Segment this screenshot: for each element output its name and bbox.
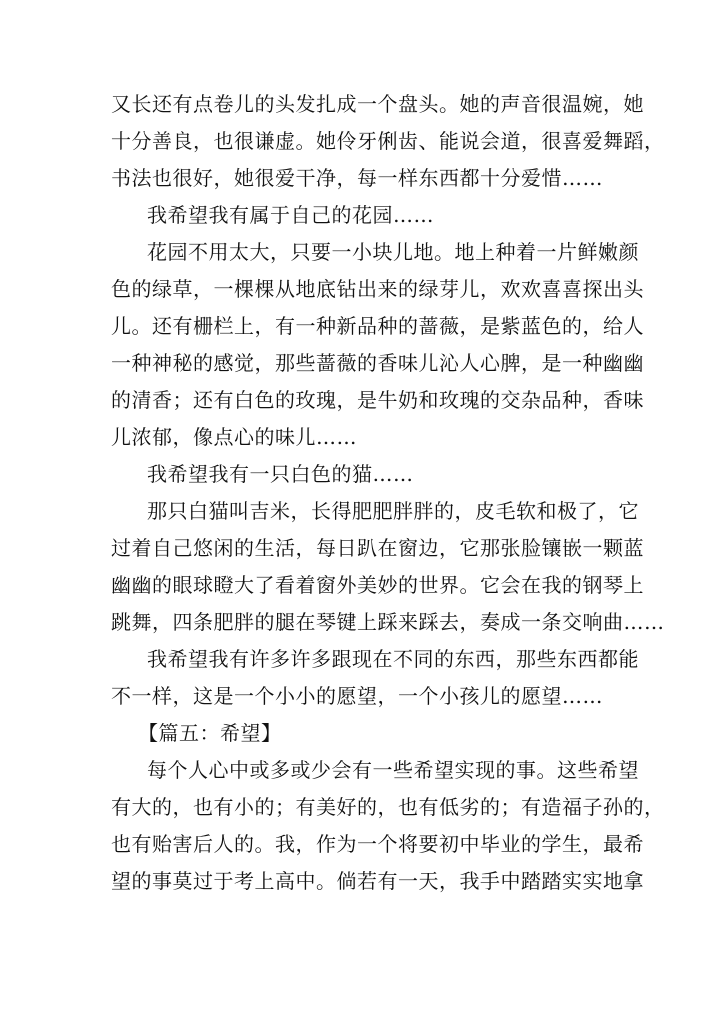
text-line: 不一样，这是一个小小的愿望，一个小孩儿的愿望…… — [111, 684, 603, 708]
text-line: 跳舞，四条肥胖的腿在琴键上踩来踩去，奏成一条交响曲…… — [111, 610, 665, 634]
text-line: 过着自己悠闲的生活，每日趴在窗边，它那张脸镶嵌一颗蓝 — [111, 536, 644, 560]
section-heading: 【篇五：希望】 — [138, 721, 282, 745]
text-line: 我希望我有属于自己的花园…… — [147, 203, 434, 227]
text-line: 儿。还有栅栏上，有一种新品种的蔷薇，是紫蓝色的，给人 — [111, 314, 644, 338]
text-line: 花园不用太大，只要一小块儿地。地上种着一片鲜嫩颜 — [147, 240, 639, 264]
text-line: 书法也很好，她很爱干净，每一样东西都十分爱惜…… — [111, 166, 603, 190]
document-body — [111, 86, 665, 900]
text-line: 色的绿草，一棵棵从地底钻出来的绿芽儿，欢欢喜喜探出头 — [111, 277, 644, 301]
text-line: 十分善良，也很谦虚。她伶牙俐齿、能说会道，很喜爱舞蹈， — [111, 129, 665, 153]
text-line: 儿浓郁，像点心的味儿…… — [111, 425, 357, 449]
text-line: 我希望我有许多许多跟现在不同的东西，那些东西都能 — [147, 647, 639, 671]
text-line: 也有贻害后人的。我，作为一个将要初中毕业的学生，最希 — [111, 832, 644, 856]
text-line: 一种神秘的感觉，那些蔷薇的香味儿沁人心脾，是一种幽幽 — [111, 351, 644, 375]
text-line: 有大的，也有小的；有美好的，也有低劣的；有造福子孙的， — [111, 795, 665, 819]
text-line: 那只白猫叫吉米，长得肥肥胖胖的，皮毛软和极了，它 — [147, 499, 639, 523]
text-line: 的清香；还有白色的玫瑰，是牛奶和玫瑰的交杂品种，香味 — [111, 388, 644, 412]
text-line: 望的事莫过于考上高中。倘若有一天，我手中踏踏实实地拿 — [111, 869, 644, 893]
text-line: 又长还有点卷儿的头发扎成一个盘头。她的声音很温婉，她 — [111, 92, 644, 116]
text-line: 幽幽的眼球瞪大了看着窗外美妙的世界。它会在我的钢琴上 — [111, 573, 644, 597]
text-line: 每个人心中或多或少会有一些希望实现的事。这些希望 — [147, 758, 639, 782]
text-line: 我希望我有一只白色的猫…… — [147, 462, 414, 486]
